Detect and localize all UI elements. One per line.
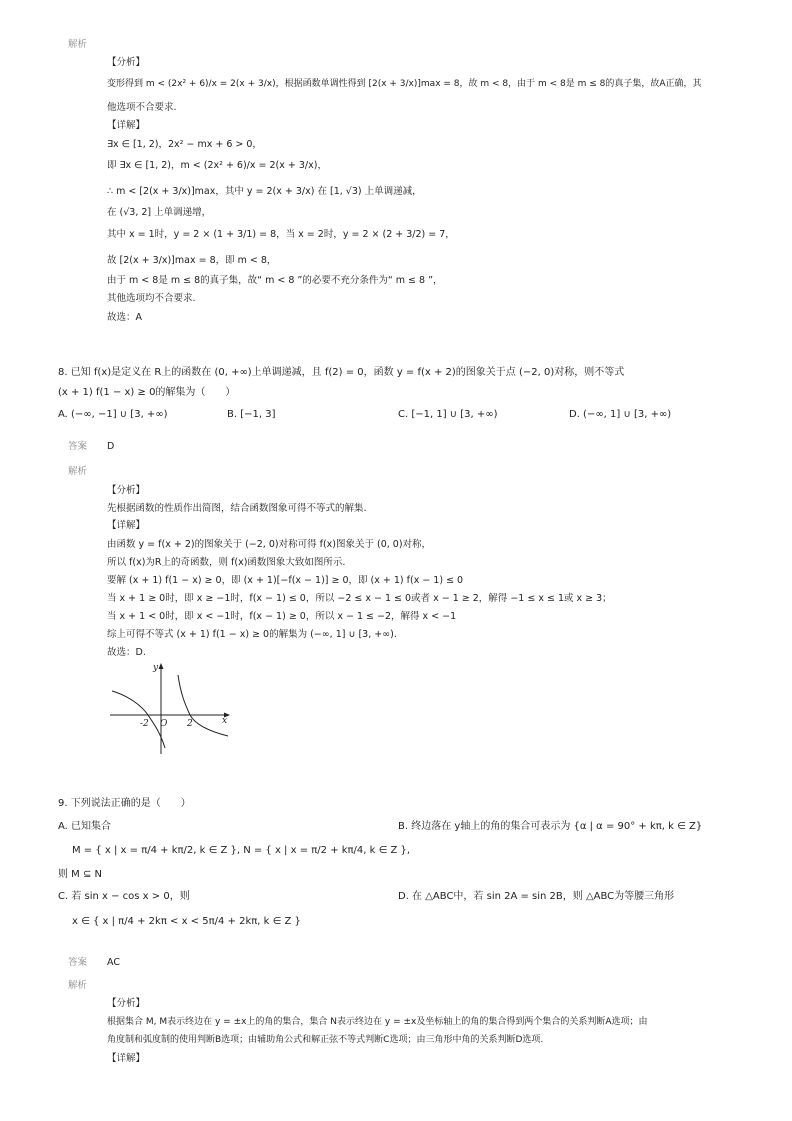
detail-line: 在 (√3, 2] 上单调递增， [107, 207, 212, 218]
option-b: B. 终边落在 y轴上的角的集合可表示为 {α | α = 90° + kπ, k ∈ Z} [398, 821, 703, 832]
analysis-text-line: 根据集合 M, M表示终边在 y = ±x上的角的集合，集合 N表示终边在 y = ±x及坐标轴上的角的集合得到两个集合的关系判断A选项；由 [107, 1017, 648, 1027]
option-a: A. (−∞, −1] ∪ [3, +∞) [58, 409, 168, 420]
detail-line: 由于 m < 8是 m ≤ 8的真子集，故“ m < 8 ”的必要不充分条件为“ m ≤ 8 ”， [107, 275, 443, 286]
option-a-line: 则 M ⊆ N [58, 869, 103, 880]
option-d: D. 在 △ABC中，若 sin 2A = sin 2B，则 △ABC为等腰三角形 [398, 891, 675, 902]
y-axis-arrow [159, 663, 164, 669]
x-axis-label: x [222, 716, 228, 726]
question-9-stem: 9. 下列说法正确的是（ ） [58, 798, 191, 809]
answer-value: AC [107, 957, 120, 968]
detail-line: 其他选项均不合要求. [107, 293, 196, 304]
option-c-line: C. 若 sin x − cos x > 0，则 [58, 891, 190, 902]
analysis-text-line: 他选项不合要求. [107, 102, 177, 113]
detail-line: 综上可得不等式 (x + 1) f(1 − x) ≥ 0的解集为 (−∞, 1] ∪ [3, +∞). [107, 629, 397, 640]
option-b: B. [−1, 3] [227, 409, 276, 420]
detail-line: ∴ m < [2(x + 3/x)]max，其中 y = 2(x + 3/x) 在 [1, √3) 上单调递减， [107, 186, 422, 197]
detail-line: 由函数 y = f(x + 2)的图象关于 (−2, 0)对称可得 f(x)图象关于 (0, 0)对称， [107, 539, 432, 550]
analysis-text: 先根据函数的性质作出简图，结合函数图象可得不等式的解集. [107, 503, 367, 514]
detail-line: 故选：A [107, 312, 142, 323]
tick-neg2: -2 [140, 719, 149, 729]
option-a-line: A. 已知集合 [58, 821, 112, 832]
analysis-text-line: 角度制和弧度制的使用判断B选项；由辅助角公式和解正弦不等式判断C选项；由三角形中角的关系判断D选项. [107, 1035, 544, 1045]
detail-heading: 【详解】 [107, 1053, 146, 1064]
question-8-stem-cont: (x + 1) f(1 − x) ≥ 0的解集为（ ） [58, 387, 236, 398]
tick-pos2: 2 [187, 719, 193, 729]
analysis-heading: 【分析】 [107, 485, 146, 496]
option-c-line: x ∈ { x | π/4 + 2kπ < x < 5π/4 + 2kπ, k ∈ Z } [72, 916, 301, 927]
answer-value: D [107, 441, 115, 452]
analysis-text-line: 变形得到 m < (2x² + 6)/x = 2(x + 3/x)，根据函数单调性得到 [2(x + 3/x)]max = 8，故 m < 8，由于 m < 8是 m ≤ 8的真子集，故A正确，其 [107, 79, 702, 89]
function-graph [104, 658, 240, 758]
detail-line: 要解 (x + 1) f(1 − x) ≥ 0，即 (x + 1)[−f(x − 1)] ≥ 0，即 (x + 1) f(x − 1) ≤ 0 [107, 575, 464, 586]
analysis-label: 解析 [68, 39, 88, 50]
analysis-label: 解析 [68, 980, 88, 991]
analysis-heading: 【分析】 [107, 998, 146, 1009]
question-8-stem: 8. 已知 f(x)是定义在 R上的函数在 (0, +∞)上单调递减，且 f(2) = 0，函数 y = f(x + 2)的图象关于点 (−2, 0)对称，则不等式 [58, 367, 625, 378]
detail-line: 故 [2(x + 3/x)]max = 8，即 m < 8， [107, 255, 277, 266]
analysis-heading: 【分析】 [107, 57, 146, 68]
detail-line: 故选：D. [107, 647, 146, 658]
option-a-line: M = { x | x = π/4 + kπ/2, k ∈ Z }, N = { x | x = π/2 + kπ/4, k ∈ Z }, [72, 845, 411, 856]
detail-line: 当 x + 1 < 0时，即 x < −1时，f(x − 1) ≥ 0，所以 x − 1 ≤ −2，解得 x < −1 [107, 611, 457, 622]
option-d: D. (−∞, 1] ∪ [3, +∞) [569, 409, 672, 420]
left-curve [112, 691, 165, 748]
right-curve [178, 675, 228, 736]
origin-label: O [160, 719, 168, 729]
detail-heading: 【详解】 [107, 120, 146, 131]
detail-line: 所以 f(x)为R上的奇函数，则 f(x)函数图象大致如图所示. [107, 557, 346, 568]
analysis-label: 解析 [68, 466, 88, 477]
y-axis-label: y [153, 663, 159, 673]
option-c: C. [−1, 1] ∪ [3, +∞) [398, 409, 498, 420]
answer-label: 答案 [68, 957, 88, 968]
detail-heading: 【详解】 [107, 520, 146, 531]
detail-line: 其中 x = 1时，y = 2 × (1 + 3/1) = 8，当 x = 2时，y = 2 × (2 + 3/2) = 7， [107, 229, 455, 240]
answer-label: 答案 [68, 441, 88, 452]
detail-line: 当 x + 1 ≥ 0时，即 x ≥ −1时，f(x − 1) ≤ 0，所以 −2 ≤ x − 1 ≤ 0或者 x − 1 ≥ 2，解得 −1 ≤ x ≤ 1或 x ≥ 3； [107, 593, 612, 604]
detail-line: 即 ∃x ∈ [1, 2)，m < (2x² + 6)/x = 2(x + 3/x)， [107, 160, 327, 171]
detail-line: ∃x ∈ [1, 2)，2x² − mx + 6 > 0， [107, 139, 262, 150]
